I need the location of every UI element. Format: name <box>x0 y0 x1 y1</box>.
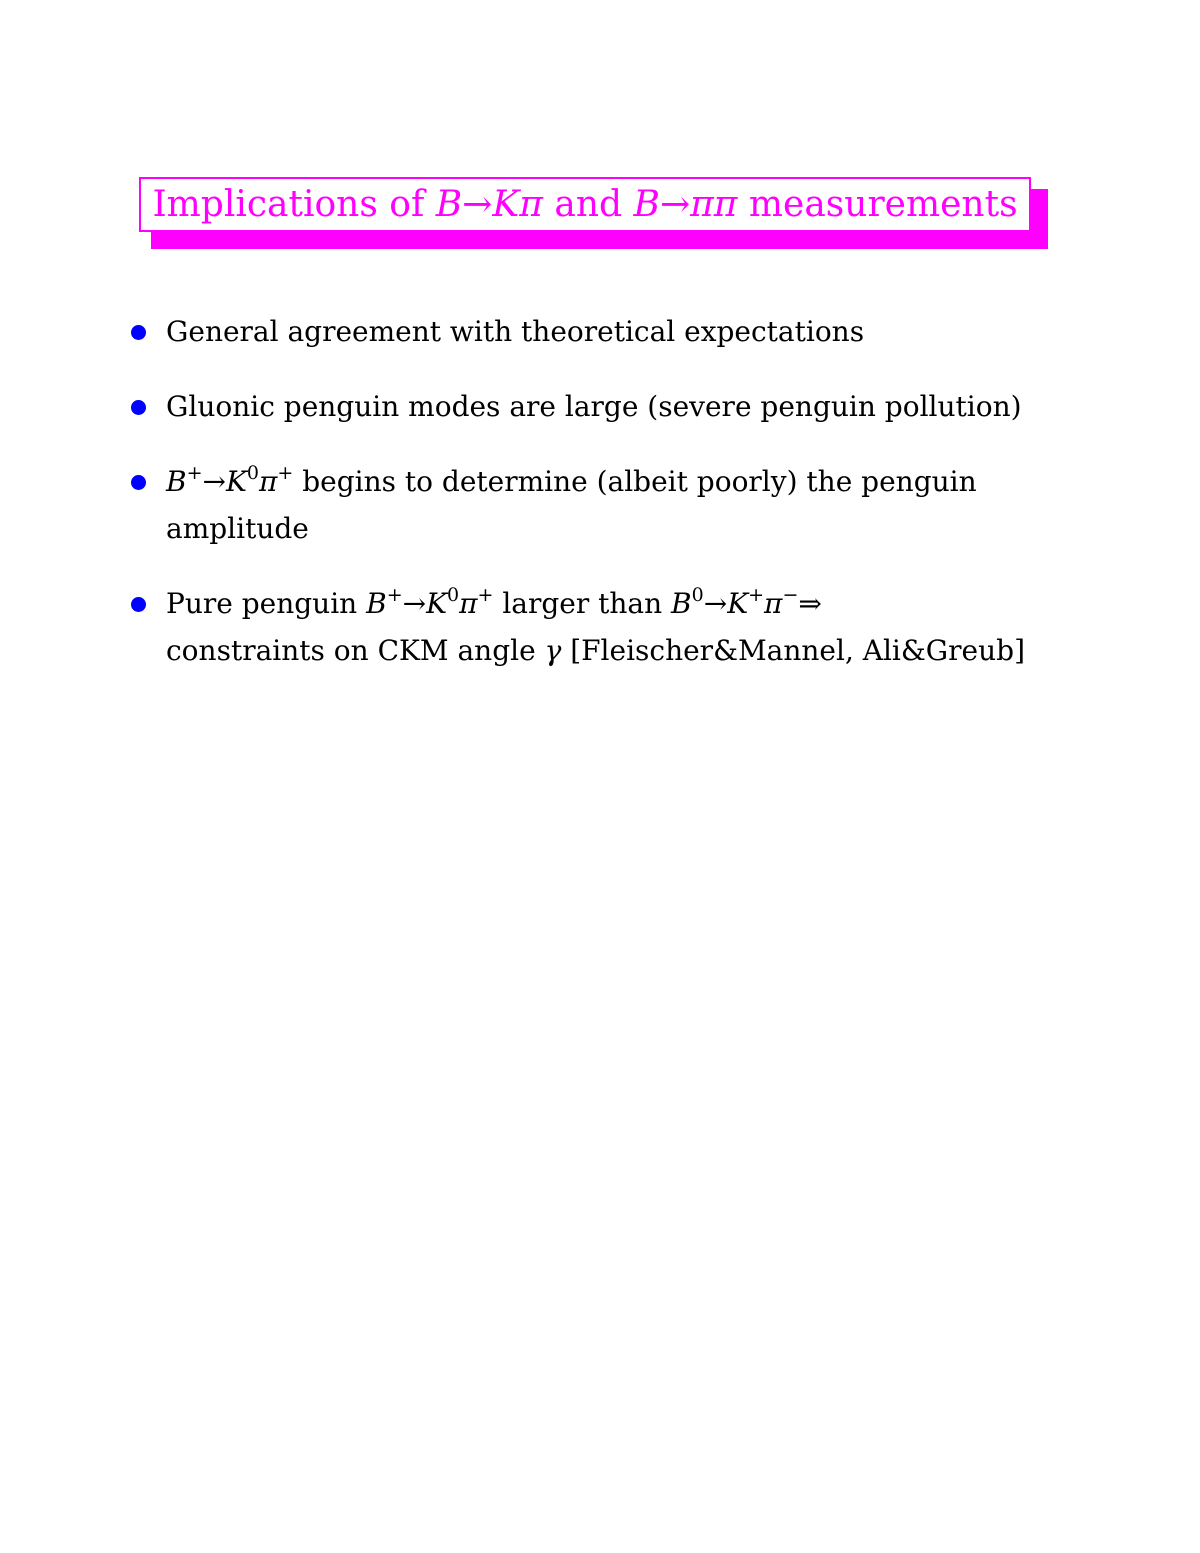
bullet-dot-icon <box>131 475 146 490</box>
math-k: K <box>727 587 749 620</box>
sup-charge: + <box>277 461 294 484</box>
bullet-item-gluonic-penguin <box>130 383 1090 430</box>
bullet-text: begins to determine (albeit poorly) the penguin <box>293 465 977 498</box>
bullet-text: Gluonic penguin modes are large (severe penguin pollution) <box>166 390 1022 423</box>
bullet-dot-icon <box>131 400 146 415</box>
bullet-line-2: amplitude <box>166 512 309 545</box>
math-gamma: γ <box>544 634 562 667</box>
bullet-text: [Fleischer&Mannel, Ali&Greub] <box>561 634 1026 667</box>
math-pi: π <box>764 587 783 620</box>
arrow: → <box>703 587 728 620</box>
bullet-dot-icon <box>131 597 146 612</box>
bullet-text: Pure penguin <box>166 587 367 620</box>
math-pi: π <box>459 587 478 620</box>
arrow: → <box>402 587 427 620</box>
math-b: B <box>166 465 187 498</box>
sup-zero: 0 <box>691 583 704 606</box>
bullet-text: larger than <box>493 587 672 620</box>
math-b: B <box>671 587 692 620</box>
math-pi: π <box>258 465 278 498</box>
sup-charge: + <box>186 461 203 484</box>
math-k: K <box>426 587 447 620</box>
bullet-line-2 <box>166 627 1090 674</box>
title-text-after: measurements <box>737 184 1018 225</box>
bullet-line-1 <box>166 580 1090 627</box>
math-k: K <box>225 465 247 498</box>
bullet-text: constraints on CKM angle <box>166 634 545 667</box>
sup-charge: + <box>477 583 494 606</box>
bullet-item-ckm-constraints <box>130 580 1090 674</box>
bullet-item-penguin-amplitude <box>130 458 1090 552</box>
title-text-before: Implications of <box>152 184 436 225</box>
bullet-item-agreement <box>130 308 1090 355</box>
title-math-b-to-kpi: B→Kπ <box>435 184 543 225</box>
bullet-dot-icon <box>131 325 146 340</box>
arrow: → <box>202 465 226 498</box>
bullet-list <box>130 308 1090 702</box>
slide-title <box>139 177 1031 232</box>
sup-charge: + <box>386 583 403 606</box>
sup-charge: + <box>748 583 765 606</box>
bullet-line-1 <box>166 458 1090 505</box>
bullet-text: General agreement with theoretical expectations <box>166 315 865 348</box>
title-math-b-to-pipi: B→ππ <box>633 184 738 225</box>
title-text-mid: and <box>542 184 634 225</box>
math-b: B <box>366 587 387 620</box>
sup-zero: 0 <box>246 461 259 484</box>
sup-zero: 0 <box>447 583 460 606</box>
implies-arrow: ⇒ <box>798 587 822 620</box>
slide-title-frame <box>139 177 1035 235</box>
sup-charge: − <box>782 583 799 606</box>
